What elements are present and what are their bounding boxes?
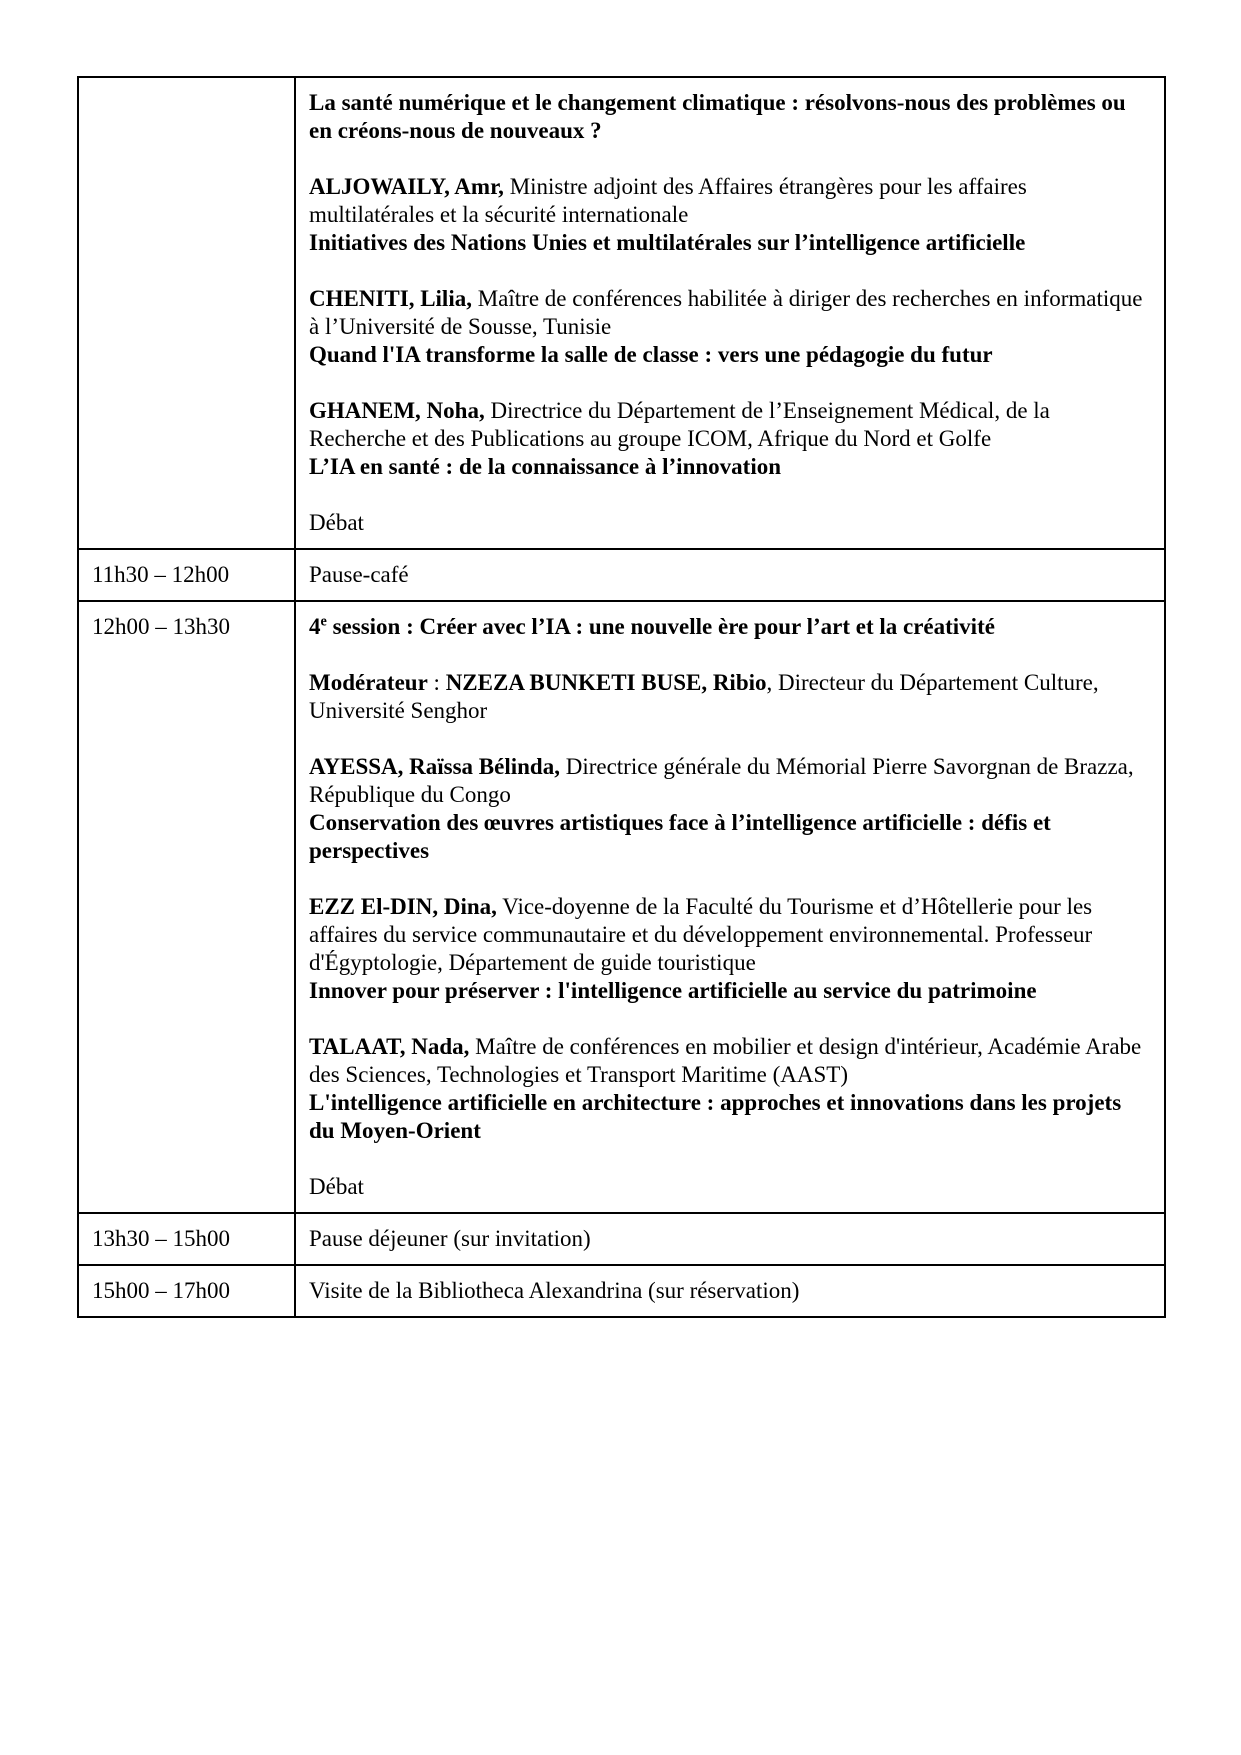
text: Directrice du Département de l’Enseignement Médical, de la Recherche et des Publications au groupe ICOM, Afrique du Nord et Golfe xyxy=(309,398,1050,451)
text-bold: Conservation des œuvres artistiques face à l’intelligence artificielle : défis et perspectives xyxy=(309,810,1051,863)
time-cell: 11h30 – 12h00 xyxy=(78,549,295,601)
text: Ministre adjoint des Affaires étrangères pour les affaires multilatérales et la sécurité internationale xyxy=(309,174,1027,227)
table-row xyxy=(78,601,1165,1213)
text: : xyxy=(427,670,446,695)
blank-line xyxy=(309,145,1148,173)
blank-line xyxy=(309,865,1148,893)
paragraph xyxy=(309,285,1148,341)
text: , Directeur du Département Culture, Université Senghor xyxy=(309,670,1099,723)
text-bold: GHANEM, Noha, xyxy=(309,398,485,423)
blank-line xyxy=(309,725,1148,753)
text: Pause déjeuner (sur invitation) xyxy=(309,1226,591,1251)
text: Pause-café xyxy=(309,562,409,587)
blank-line xyxy=(309,1005,1148,1033)
paragraph xyxy=(309,893,1148,977)
blank-line xyxy=(309,369,1148,397)
content-cell xyxy=(295,549,1165,601)
program-table-body xyxy=(78,77,1165,1317)
time-cell xyxy=(78,77,295,549)
text: Directrice générale du Mémorial Pierre Savorgnan de Brazza, République du Congo xyxy=(309,754,1134,807)
paragraph xyxy=(309,561,1148,589)
text-bold: La santé numérique et le changement climatique : résolvons-nous des problèmes ou en créons-nous de nouveaux ? xyxy=(309,90,1126,143)
time-cell: 13h30 – 15h00 xyxy=(78,1213,295,1265)
text-bold: NZEZA BUNKETI BUSE, Ribio xyxy=(445,670,767,695)
content-cell xyxy=(295,1265,1165,1317)
text-bold: ALJOWAILY, Amr, xyxy=(309,174,504,199)
text: Débat xyxy=(309,1174,364,1199)
text-bold: L’IA en santé : de la connaissance à l’innovation xyxy=(309,454,781,479)
text-bold: e xyxy=(320,613,327,630)
paragraph xyxy=(309,1225,1148,1253)
content-cell xyxy=(295,1213,1165,1265)
text-bold: Modérateur xyxy=(309,670,428,695)
text: Maître de conférences habilitée à diriger des recherches en informatique à l’Université de Sousse, Tunisie xyxy=(309,286,1143,339)
paragraph xyxy=(309,453,1148,481)
text-bold: TALAAT, Nada, xyxy=(309,1034,470,1059)
text-bold: 4 xyxy=(309,614,321,639)
blank-line xyxy=(309,1145,1148,1173)
table-row xyxy=(78,1265,1165,1317)
paragraph xyxy=(309,753,1148,809)
paragraph xyxy=(309,613,1148,641)
text-bold: Innover pour préserver : l'intelligence artificielle au service du patrimoine xyxy=(309,978,1037,1003)
text: Visite de la Bibliotheca Alexandrina (sur réservation) xyxy=(309,1278,800,1303)
content-cell xyxy=(295,601,1165,1213)
text-bold: Initiatives des Nations Unies et multilatérales sur l’intelligence artificielle xyxy=(309,230,1026,255)
table-row xyxy=(78,549,1165,601)
paragraph xyxy=(309,1277,1148,1305)
paragraph xyxy=(309,809,1148,865)
time-cell: 15h00 – 17h00 xyxy=(78,1265,295,1317)
paragraph xyxy=(309,977,1148,1005)
text: Maître de conférences en mobilier et design d'intérieur, Académie Arabe des Sciences, Technologies et Transport Maritime (AAST) xyxy=(309,1034,1142,1087)
paragraph xyxy=(309,397,1148,453)
paragraph xyxy=(309,1089,1148,1145)
text-bold: EZZ El-DIN, Dina, xyxy=(309,894,497,919)
paragraph xyxy=(309,229,1148,257)
content-cell xyxy=(295,77,1165,549)
program-table xyxy=(77,76,1166,1318)
paragraph xyxy=(309,509,1148,537)
text: Débat xyxy=(309,510,364,535)
paragraph xyxy=(309,89,1148,145)
text-bold: CHENITI, Lilia, xyxy=(309,286,472,311)
paragraph xyxy=(309,173,1148,229)
blank-line xyxy=(309,257,1148,285)
table-row xyxy=(78,77,1165,549)
text-bold: Quand l'IA transforme la salle de classe : vers une pédagogie du futur xyxy=(309,342,993,367)
blank-line xyxy=(309,641,1148,669)
text-bold: L'intelligence artificielle en architecture : approches et innovations dans les projets du Moyen-Orient xyxy=(309,1090,1122,1143)
paragraph xyxy=(309,1033,1148,1089)
text: Vice-doyenne de la Faculté du Tourisme et d’Hôtellerie pour les affaires du service communautaire et du développement environnemental. Professeur d'Égyptologie, Département de guide touristique xyxy=(309,894,1093,975)
text-bold: session : Créer avec l’IA : une nouvelle ère pour l’art et la créativité xyxy=(326,614,995,639)
paragraph xyxy=(309,1173,1148,1201)
blank-line xyxy=(309,481,1148,509)
time-cell: 12h00 – 13h30 xyxy=(78,601,295,1213)
text-bold: AYESSA, Raïssa Bélinda, xyxy=(309,754,560,779)
table-row xyxy=(78,1213,1165,1265)
paragraph xyxy=(309,669,1148,725)
paragraph xyxy=(309,341,1148,369)
